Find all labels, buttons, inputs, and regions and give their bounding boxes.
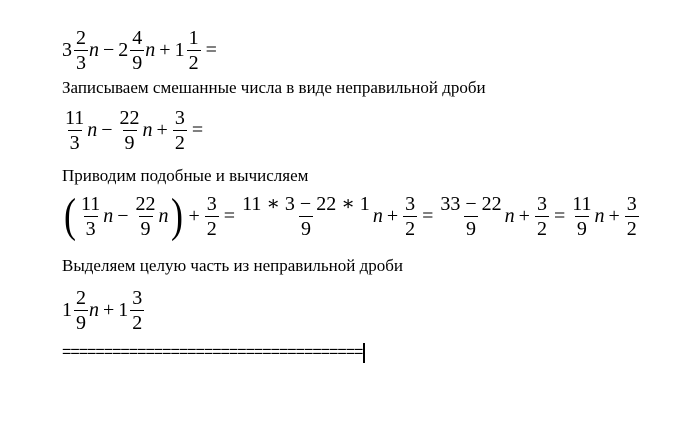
numerator: 3: [626, 192, 637, 215]
denominator: 9: [132, 52, 143, 74]
denominator: 3: [76, 52, 86, 74]
fraction-b: [134, 194, 158, 239]
denominator: 3: [85, 217, 96, 240]
variable-n: n: [89, 39, 99, 61]
numerator: 2: [76, 287, 86, 309]
numerator: 11: [65, 107, 85, 129]
text-cursor: [363, 343, 365, 363]
numerator: 2: [76, 27, 86, 49]
denominator: 2: [174, 132, 185, 154]
fraction-a: [79, 194, 102, 239]
denominator: 2: [626, 217, 637, 240]
fraction-result-2: [130, 288, 144, 333]
mixed-whole-result-1: 1: [62, 299, 72, 321]
separator-text: ====================================: [62, 343, 363, 361]
plus-sign: +: [518, 204, 530, 227]
variable-n: n: [372, 204, 383, 227]
numerator: 3: [405, 192, 416, 215]
mixed-whole-result-2: 1: [118, 299, 129, 321]
numerator: 11 ∗ 3 − 22 ∗ 1: [242, 192, 370, 215]
numerator: 11: [80, 192, 101, 215]
denominator: 2: [132, 312, 143, 334]
equals-sign: =: [191, 119, 204, 141]
variable-n: n: [594, 204, 605, 227]
fraction-3: [187, 28, 201, 73]
fraction-i: [625, 194, 639, 239]
denominator: 2: [188, 52, 199, 74]
numerator: 11: [572, 192, 592, 215]
expression-original: [62, 28, 221, 73]
fraction-d: [240, 194, 372, 239]
fraction-f: [438, 194, 503, 239]
fraction-result-1: [74, 288, 88, 333]
numerator: 3: [174, 107, 185, 129]
denominator: 2: [206, 217, 217, 240]
equals-sign: =: [223, 204, 236, 227]
fraction-2: [130, 28, 144, 73]
variable-n: n: [504, 204, 515, 227]
denominator: 2: [405, 217, 416, 240]
denominator: 3: [69, 132, 80, 154]
numerator: 22: [119, 107, 140, 129]
numerator: 22: [135, 192, 156, 215]
minus-sign: −: [117, 204, 129, 227]
plus-sign: +: [156, 119, 168, 141]
separator-line: [62, 343, 365, 363]
plus-sign: +: [103, 299, 115, 321]
numerator: 4: [132, 27, 143, 49]
fraction-g: [535, 194, 549, 239]
mixed-whole-3: 1: [174, 39, 185, 61]
minus-sign: −: [101, 119, 113, 141]
fraction-11-3: [63, 108, 86, 153]
fraction-e: [403, 194, 417, 239]
numerator: 3: [132, 287, 143, 309]
denominator: 9: [466, 217, 477, 240]
variable-n: n: [158, 204, 169, 227]
plus-sign: +: [159, 39, 171, 61]
numerator: 33 − 22: [440, 192, 502, 215]
explanation-text-1: Записываем смешанные числа в виде неправильной дроби: [62, 78, 486, 97]
plus-sign: +: [188, 204, 200, 227]
equals-sign: =: [205, 39, 217, 61]
numerator: 3: [536, 192, 547, 215]
mixed-whole-2: 2: [118, 39, 129, 61]
explanation-text-2: Приводим подобные и вычисляем: [62, 166, 309, 185]
expression-improper: [62, 108, 207, 153]
denominator: 9: [300, 217, 311, 240]
fraction-3-2: [173, 108, 187, 153]
variable-n: n: [142, 119, 153, 141]
expression-result: [62, 288, 145, 333]
denominator: 2: [536, 217, 547, 240]
numerator: 3: [206, 192, 217, 215]
right-parenthesis: ): [170, 189, 183, 242]
fraction-1: [74, 28, 88, 73]
fraction-22-9: [118, 108, 142, 153]
variable-n: n: [89, 299, 99, 321]
minus-sign: −: [103, 39, 115, 61]
equals-sign: =: [553, 204, 566, 227]
fraction-c: [205, 194, 219, 239]
expression-combine: [62, 189, 640, 242]
explanation-text-3: Выделяем целую часть из неправильной дроби: [62, 256, 404, 275]
equals-sign: =: [422, 204, 434, 227]
plus-sign: +: [386, 204, 399, 227]
variable-n: n: [87, 119, 98, 141]
denominator: 9: [76, 312, 86, 334]
left-parenthesis: (: [63, 189, 76, 242]
plus-sign: +: [608, 204, 620, 227]
numerator: 1: [188, 27, 199, 49]
denominator: 9: [576, 217, 587, 240]
variable-n: n: [145, 39, 156, 61]
denominator: 9: [140, 217, 151, 240]
variable-n: n: [103, 204, 114, 227]
mixed-whole-1: 3: [62, 39, 72, 61]
fraction-h: [570, 194, 593, 239]
denominator: 9: [124, 132, 135, 154]
